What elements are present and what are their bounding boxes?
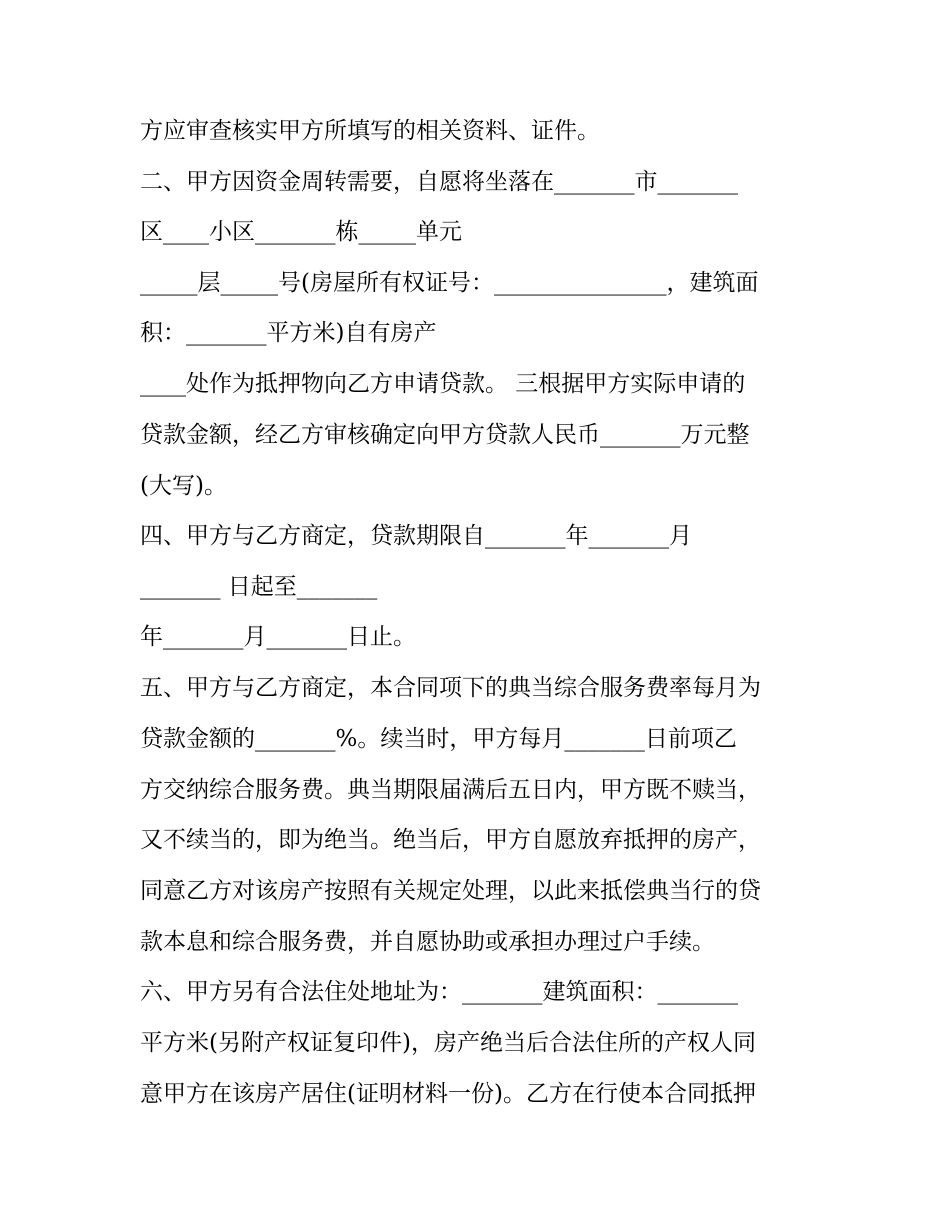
- paragraph-line: 又不续当的，即为绝当。绝当后，甲方自愿放弃抵押的房产，: [140, 827, 761, 853]
- paragraph-line: 方应审查核实甲方所填写的相关资料、证件。: [140, 118, 600, 144]
- paragraph-line: 同意乙方对该房产按照有关规定处理，以此来抵偿典当行的贷: [140, 878, 761, 904]
- paragraph-line: 年_______月_______日止。: [140, 624, 416, 650]
- paragraph-line: 四、甲方与乙方商定，贷款期限自_______年_______月: [140, 523, 692, 549]
- paragraph-line: 二、甲方因资金周转需要，自愿将坐落在_______市_______: [140, 169, 738, 195]
- paragraph-line: _______ 日起至_______: [140, 574, 378, 600]
- paragraph-line: 方交纳综合服务费。典当期限届满后五日内，甲方既不赎当，: [140, 777, 761, 803]
- paragraph-line: ____处作为抵押物向乙方申请贷款。 三根据甲方实际申请的: [140, 371, 746, 397]
- paragraph-line: (大写)。: [140, 473, 227, 499]
- paragraph-line: 积：_______平方米)自有房产: [140, 320, 437, 346]
- paragraph-line: _____层_____号(房屋所有权证号：_______________，建筑面: [140, 270, 759, 296]
- paragraph-line: 平方米(另附产权证复印件)，房产绝当后合法住所的产权人同: [140, 1030, 756, 1056]
- paragraph-line: 意甲方在该房产居住(证明材料一份)。乙方在行使本合同抵押: [140, 1081, 756, 1107]
- paragraph-line: 六、甲方另有合法住处地址为：_______建筑面积：_______: [140, 979, 738, 1005]
- paragraph-line: 贷款金额的_______%。续当时，甲方每月_______日前项乙: [140, 726, 737, 752]
- paragraph-line: 款本息和综合服务费，并自愿协助或承担办理过户手续。: [140, 929, 715, 955]
- paragraph-line: 区____小区_______栋_____单元: [140, 219, 462, 245]
- paragraph-line: 五、甲方与乙方商定，本合同项下的典当综合服务费率每月为: [140, 675, 761, 701]
- paragraph-line: 贷款金额，经乙方审核确定向甲方贷款人民币_______万元整: [140, 422, 750, 448]
